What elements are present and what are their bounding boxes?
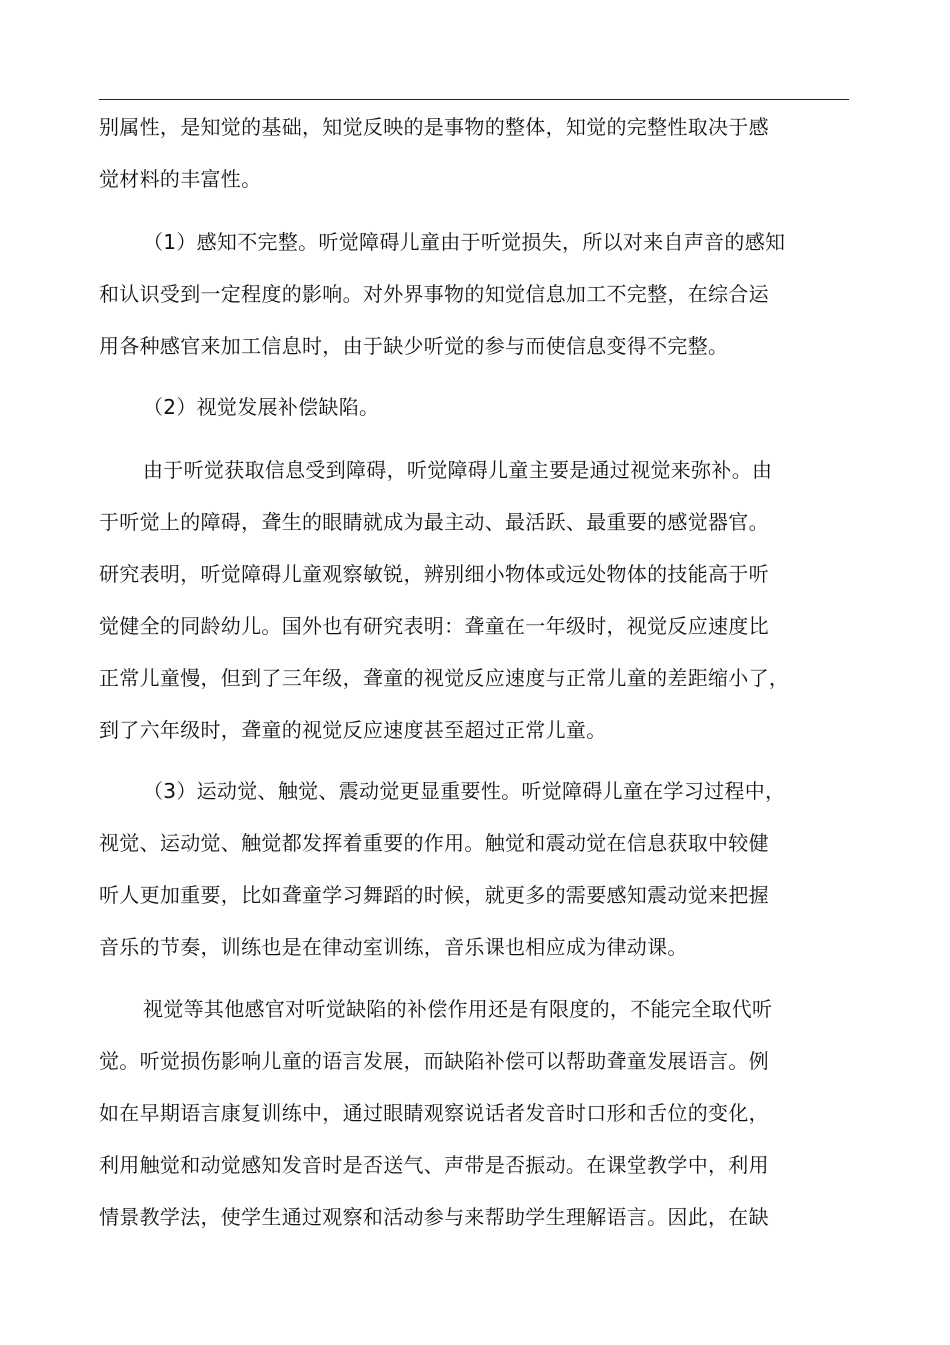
text-line: 觉。听觉损伤影响儿童的语言发展，而缺陷补偿可以帮助聋童发展语言。例: [99, 1049, 769, 1073]
text-line: 研究表明，听觉障碍儿童观察敏锐，辨别细小物体或远处物体的技能高于听: [99, 562, 769, 586]
text-line: 听人更加重要，比如聋童学习舞蹈的时候，就更多的需要感知震动觉来把握: [99, 883, 769, 907]
text-line: 正常儿童慢，但到了三年级，聋童的视觉反应速度与正常儿童的差距缩小了，: [99, 666, 790, 690]
text-line: 如在早期语言康复训练中，通过眼睛观察说话者发音时口形和舌位的变化，: [99, 1101, 769, 1125]
text-line: 视觉、运动觉、触觉都发挥着重要的作用。触觉和震动觉在信息获取中较健: [99, 831, 769, 855]
text-line: 和认识受到一定程度的影响。对外界事物的知觉信息加工不完整，在综合运: [99, 282, 769, 306]
text-line: （2）视觉发展补偿缺陷。: [143, 395, 380, 419]
text-line: 音乐的节奏，训练也是在律动室训练，音乐课也相应成为律动课。: [99, 935, 688, 959]
text-line: 觉健全的同龄幼儿。国外也有研究表明：聋童在一年级时，视觉反应速度比: [99, 614, 769, 638]
text-line: 到了六年级时，聋童的视觉反应速度甚至超过正常儿童。: [99, 718, 607, 742]
text-line: 用各种感官来加工信息时，由于缺少听觉的参与而使信息变得不完整。: [99, 334, 729, 358]
text-line: （3）运动觉、触觉、震动觉更显重要性。听觉障碍儿童在学习过程中，: [143, 779, 786, 803]
text-line: 视觉等其他感官对听觉缺陷的补偿作用还是有限度的，不能完全取代听: [143, 997, 773, 1021]
text-line: 利用触觉和动觉感知发音时是否送气、声带是否振动。在课堂教学中，利用: [99, 1153, 769, 1177]
header-rule: [99, 99, 849, 100]
text-line: 由于听觉获取信息受到障碍，听觉障碍儿童主要是通过视觉来弥补。由: [143, 458, 773, 482]
text-line: 觉材料的丰富性。: [99, 167, 262, 191]
text-line: 于听觉上的障碍，聋生的眼睛就成为最主动、最活跃、最重要的感觉器官。: [99, 510, 769, 534]
text-line: 别属性，是知觉的基础，知觉反映的是事物的整体，知觉的完整性取决于感: [99, 115, 769, 139]
text-line: 情景教学法，使学生通过观察和活动参与来帮助学生理解语言。因此，在缺: [99, 1205, 769, 1229]
text-line: （1）感知不完整。听觉障碍儿童由于听觉损失，所以对来自声音的感知: [143, 230, 786, 254]
